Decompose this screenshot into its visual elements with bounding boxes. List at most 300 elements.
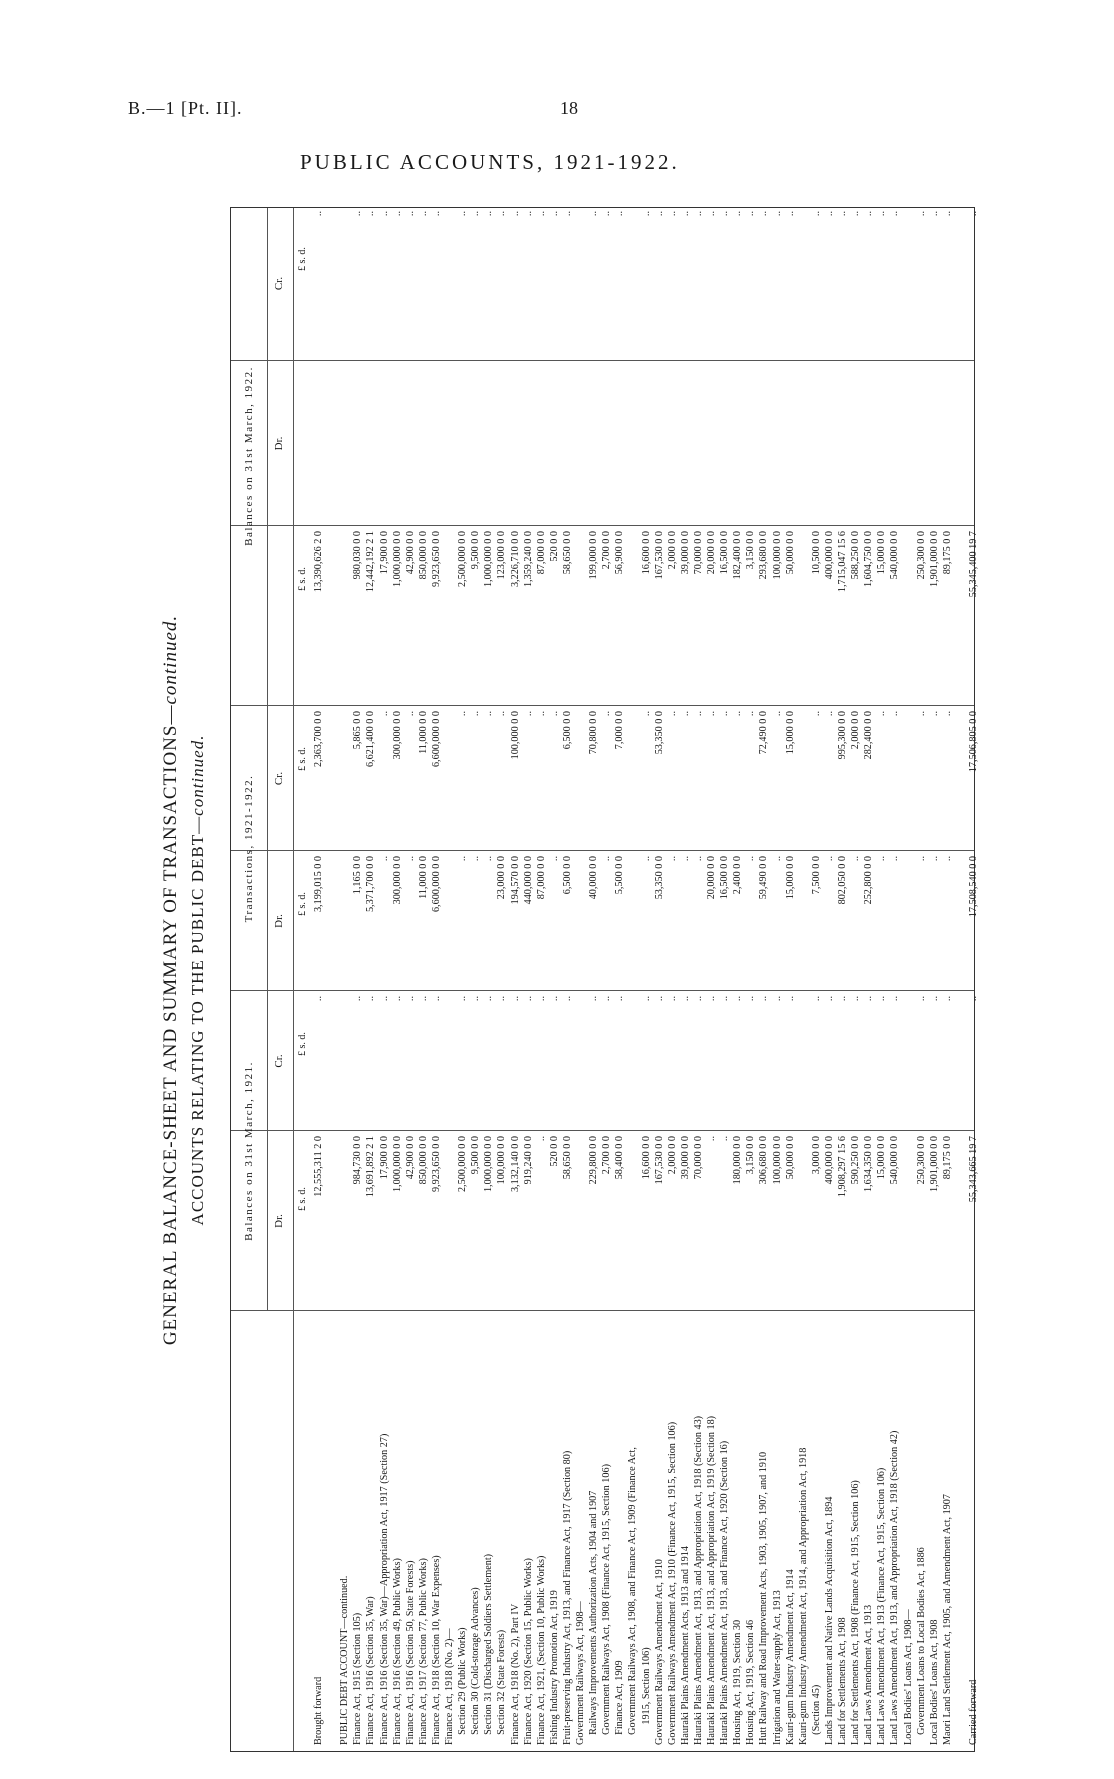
table-cell-b21c: ..	[837, 996, 848, 1002]
lsd-header: £ s. d.	[297, 567, 308, 591]
col-header-cr: Cr.	[273, 1054, 285, 1068]
table-cell-tcr: 5,865 0 0	[352, 711, 364, 750]
table-cell-b22	[955, 531, 966, 706]
table-cell-tdr: ..	[850, 856, 862, 862]
col-header-dr: Dr.	[273, 914, 285, 928]
table-cell-b22c: ..	[692, 211, 704, 217]
table-cell-tdr: 7,500 0 0	[810, 856, 822, 895]
table-row-description: Finance Act, 1920 (Section 15, Public Works)	[522, 1558, 534, 1745]
table-cell-b21: 1,908,297 15 6	[837, 1136, 848, 1198]
table-cell-tcr: 6,621,400 0 0	[365, 711, 377, 768]
table-cell-b22c: ..	[719, 211, 731, 217]
table-cell-tdr: ..	[601, 856, 613, 862]
table-cell-b21: 2,700 0 0	[601, 1136, 613, 1175]
table-cell-b21: 229,800 0 0	[588, 1136, 600, 1185]
table-cell-b22c: ..	[889, 211, 901, 217]
table-cell-tcr: 72,490 0 0	[758, 711, 770, 755]
table-cell-tdr: 2,400 0 0	[732, 856, 744, 895]
table-cell-b22c: ..	[823, 211, 835, 217]
table-cell-b21	[798, 1136, 809, 1311]
table-cell-b21: 89,175 0 0	[941, 1136, 953, 1180]
table-cell-b22c: ..	[496, 211, 508, 217]
table-row-description: Section 31 (Discharged Soldiers Settlement)	[483, 1553, 495, 1745]
col-divider	[231, 525, 974, 526]
table-cell-b21c: ..	[522, 996, 534, 1002]
rotated-table-frame	[160, 200, 980, 1760]
table-cell-tcr	[903, 711, 914, 851]
table-cell-tdr: 252,800 0 0	[863, 856, 875, 905]
table-cell-b21c: ..	[784, 996, 796, 1002]
table-cell-b21c	[444, 996, 455, 1131]
table-cell-b22c: ..	[391, 211, 403, 217]
table-cell-b21c	[903, 996, 914, 1131]
table-cell-tcr: ..	[679, 711, 691, 717]
table-cell-b22c: ..	[470, 211, 482, 217]
table-cell-b22: 50,000 0 0	[784, 531, 796, 575]
table-cell-b21: 1,000,000 0 0	[483, 1136, 495, 1193]
table-cell-tcr: 7,000 0 0	[614, 711, 626, 750]
table-cell-b22	[627, 531, 638, 706]
table-cell-tcr: ..	[810, 711, 822, 717]
table-cell-tdr: ..	[679, 856, 691, 862]
table-cell-b21c: ..	[391, 996, 403, 1002]
table-cell-tdr: ..	[928, 856, 940, 862]
table-cell-tcr: ..	[522, 711, 534, 717]
table-row-description: Government Railways Amendment Act, 1910	[653, 1559, 665, 1745]
table-cell-b21c: ..	[889, 996, 901, 1002]
table-cell-tcr	[326, 711, 337, 851]
table-cell-b21: 1,901,000 0 0	[928, 1136, 940, 1193]
table-row-description: Brought forward	[313, 1676, 324, 1745]
table-cell-b21: 1,634,350 0 0	[863, 1136, 875, 1193]
table-cell-b21c: ..	[928, 996, 940, 1002]
table-row-description: Hauraki Plains Amendment Act, 1913, and Appropriation Act, 1919 (Section 18)	[706, 1415, 717, 1745]
table-cell-b21: 2,500,000 0 0	[457, 1136, 469, 1193]
table-cell-b21c: ..	[588, 996, 600, 1002]
table-cell-b21	[326, 1136, 337, 1311]
table-cell-b22: 1,000,000 0 0	[391, 531, 403, 588]
table-cell-b21c	[955, 996, 966, 1131]
table-row-description: Finance Act, 1915 (Section 105)	[352, 1612, 364, 1745]
table-cell-b21: ..	[719, 1136, 731, 1142]
table-cell-b22c: ..	[679, 211, 691, 217]
table-cell-b22c: ..	[378, 211, 390, 217]
table-cell-b22c	[955, 211, 966, 361]
table-row-description: Kauri-gum Industry Amendment Act, 1914, and Appropriation Act, 1918	[797, 1447, 809, 1745]
table-cell-tcr: ..	[601, 711, 613, 717]
table-cell-tdr: 15,000 0 0	[784, 856, 796, 900]
table-cell-tcr	[339, 711, 350, 851]
table-row-description: Land Laws Amendment Act, 1913	[863, 1604, 875, 1745]
table-cell-tcr	[627, 711, 638, 851]
table-cell-b22c: ..	[535, 211, 547, 217]
table-cell-b21c: ..	[470, 996, 482, 1002]
table-cell-tdr: ..	[470, 856, 482, 862]
table-cell-tcr: ..	[732, 711, 744, 717]
table-cell-b21c: ..	[653, 996, 665, 1002]
table-cell-b21: 15,000 0 0	[876, 1136, 888, 1180]
table-cell-b22: 20,000 0 0	[706, 531, 717, 575]
table-cell-tcr: 11,000 0 0	[417, 711, 429, 754]
table-cell-b22c	[627, 211, 638, 361]
table-cell-b21	[575, 1136, 586, 1311]
table-cell-tcr	[444, 711, 455, 851]
table-cell-b21: 12,555,311 2 0	[313, 1136, 324, 1197]
table-cell-b21c	[627, 996, 638, 1131]
col-header-dr: Dr.	[273, 1214, 285, 1228]
table-cell-b22: 293,680 0 0	[758, 531, 770, 580]
table-cell-b21c: ..	[692, 996, 704, 1002]
table-cell-tdr: 300,000 0 0	[391, 856, 403, 905]
table-cell-tcr: 2,000 0 0	[850, 711, 862, 750]
table-cell-b22c: ..	[850, 211, 862, 217]
table-cell-b21	[627, 1136, 638, 1311]
table-cell-b21c: ..	[404, 996, 416, 1002]
table-cell-tcr: 100,000 0 0	[509, 711, 521, 760]
table-row-description: Finance Act, 1909	[614, 1660, 626, 1745]
table-cell-b22c: ..	[968, 211, 979, 217]
table-cell-tcr: ..	[706, 711, 717, 717]
table-cell-tcr: ..	[941, 711, 953, 717]
table-row-description: PUBLIC DEBT ACCOUNT—continued.	[339, 1575, 351, 1745]
table-row-description: Hauraki Plains Amendment Act, 1913, and Finance Act, 1920 (Section 16)	[719, 1440, 731, 1745]
table-cell-tdr	[627, 856, 638, 991]
header-divider	[293, 208, 294, 1311]
table-cell-b21c: ..	[365, 996, 377, 1002]
table-cell-tcr: 53,350 0 0	[653, 711, 665, 755]
table-cell-b21: 70,000 0 0	[692, 1136, 704, 1180]
table-cell-b22: 9,500 0 0	[470, 531, 482, 570]
table-cell-b22: 980,030 0 0	[352, 531, 364, 580]
table-row-description: Government Railways Act, 1908, and Finance Act, 1909 (Finance Act,	[627, 1447, 639, 1745]
table-cell-b21	[903, 1136, 914, 1311]
table-row-description: Land for Settlements Act, 1908	[837, 1617, 848, 1745]
table-cell-b21c: ..	[457, 996, 469, 1002]
table-cell-b22: 16,600 0 0	[640, 531, 652, 575]
table-cell-tdr	[798, 856, 809, 991]
table-cell-b22c: ..	[561, 211, 573, 217]
table-cell-b21: 306,680 0 0	[758, 1136, 770, 1185]
table-cell-tdr	[444, 856, 455, 991]
header-divider	[293, 1311, 294, 1751]
table-row-description: (Section 45)	[810, 1684, 822, 1745]
table-cell-b21: 58,650 0 0	[561, 1136, 573, 1180]
table-cell-b21: 58,400 0 0	[614, 1136, 626, 1180]
table-title-line1	[160, 200, 188, 1760]
table-cell-b21: 3,132,140 0 0	[509, 1136, 521, 1193]
table-cell-b21c: ..	[640, 996, 652, 1002]
table-cell-b21c: ..	[863, 996, 875, 1002]
table-cell-b21: 167,530 0 0	[653, 1136, 665, 1185]
table-cell-b22: 100,000 0 0	[771, 531, 783, 580]
table-cell-tdr: ..	[666, 856, 678, 862]
table-cell-b22c: ..	[745, 211, 757, 217]
table-cell-b22	[798, 531, 809, 706]
table-title-line2-text: ACCOUNTS RELATING TO THE PUBLIC DEBT—	[188, 815, 207, 1226]
table-cell-b22: 182,400 0 0	[732, 531, 744, 580]
table-cell-tcr: ..	[470, 711, 482, 717]
table-cell-tdr: 16,500 0 0	[719, 856, 731, 900]
page-series-label: B.—1 [Pt. II].	[128, 98, 243, 118]
table-cell-b21: 3,150 0 0	[745, 1136, 757, 1175]
table-cell-b22c: ..	[771, 211, 783, 217]
table-cell-b22: 2,700 0 0	[601, 531, 613, 570]
table-cell-b22c: ..	[653, 211, 665, 217]
col-header-cr: Cr.	[273, 771, 285, 786]
table-cell-b21c: ..	[745, 996, 757, 1002]
table-cell-b22	[339, 531, 350, 706]
table-cell-b22c	[444, 211, 455, 361]
table-cell-b22: 123,000 0 0	[496, 531, 508, 580]
table-cell-b22c: ..	[365, 211, 377, 217]
table-cell-b22: 39,000 0 0	[679, 531, 691, 575]
table-cell-b21c: ..	[758, 996, 770, 1002]
table-cell-b22: 1,359,240 0 0	[522, 531, 534, 588]
table-cell-tcr: 300,000 0 0	[391, 711, 403, 760]
table-cell-b21: 850,000 0 0	[417, 1136, 429, 1185]
table-cell-b21: 520 0 0	[548, 1136, 560, 1167]
table-cell-b21: 16,600 0 0	[640, 1136, 652, 1180]
table-cell-tdr: 440,000 0 0	[522, 856, 534, 905]
table-cell-b22c: ..	[941, 211, 953, 217]
table-cell-b21c: ..	[313, 996, 324, 1002]
table-cell-b22: 250,300 0 0	[915, 531, 927, 580]
table-cell-b21c	[798, 996, 809, 1131]
table-cell-b22: 42,900 0 0	[404, 531, 416, 575]
table-cell-b21c: ..	[483, 996, 495, 1002]
table-row-description: Hauraki Plains Amendment Act, 1913, and Appropriation Act, 1918 (Section 43)	[692, 1415, 704, 1745]
table-cell-b22c: ..	[352, 211, 364, 217]
table-row-description: Hauraki Plains Amendment Acts, 1913 and 1914	[679, 1546, 691, 1745]
table-row-description: Fishing Industry Promotion Act, 1919	[548, 1590, 560, 1745]
col-header-dr: Dr.	[273, 436, 285, 451]
table-row-description: Finance Act, 1918 (Section 10, War Expenses)	[430, 1555, 442, 1745]
table-cell-b22c: ..	[640, 211, 652, 217]
table-cell-tdr: 6,600,000 0 0	[430, 856, 442, 913]
table-row-description: Finance Act, 1917 (Section 77, Public Works)	[417, 1558, 429, 1745]
table-cell-b22c: ..	[313, 211, 324, 217]
table-cell-tcr: ..	[535, 711, 547, 717]
table-cell-tdr: ..	[941, 856, 953, 862]
page-title: PUBLIC ACCOUNTS, 1921-1922.	[300, 150, 680, 174]
table-cell-b21c: ..	[548, 996, 560, 1002]
table-row-description: Local Bodies' Loans Act, 1908—	[902, 1609, 914, 1745]
table-cell-b21: 50,000 0 0	[784, 1136, 796, 1180]
table-cell-tcr: ..	[889, 711, 901, 717]
table-title-line2-italic: continued.	[188, 734, 207, 816]
table-cell-tcr: 70,800 0 0	[588, 711, 600, 755]
table-cell-tdr: 17,508,540 0 0	[968, 856, 979, 918]
table-cell-b21: 100,000 0 0	[496, 1136, 508, 1185]
table-row-description: Carried forward	[968, 1679, 979, 1745]
table-cell-b21: 984,730 0 0	[352, 1136, 364, 1185]
table-cell-tdr: ..	[457, 856, 469, 862]
table-cell-b21	[444, 1136, 455, 1311]
table-cell-b21c	[339, 996, 350, 1131]
table-cell-b21c: ..	[732, 996, 744, 1002]
table-cell-b22c: ..	[509, 211, 521, 217]
lsd-header: £ s. d.	[297, 1032, 308, 1056]
table-row-description: Section 29 (Public Works)	[457, 1627, 469, 1745]
table-cell-tdr: 40,000 0 0	[588, 856, 600, 900]
table-cell-b21: 400,000 0 0	[823, 1136, 835, 1185]
table-row-description: Irrigation and Water-supply Act, 1913	[771, 1590, 783, 1745]
table-cell-b22c: ..	[876, 211, 888, 217]
table-cell-b22c: ..	[417, 211, 429, 217]
table-cell-tcr: ..	[928, 711, 940, 717]
table-cell-b21: 2,000 0 0	[666, 1136, 678, 1175]
table-row-description: Land Laws Amendment Act, 1913, and Appropriation Act, 1918 (Section 42)	[889, 1430, 901, 1745]
table-cell-b21c: ..	[535, 996, 547, 1002]
table-cell-b22: 89,175 0 0	[941, 531, 953, 575]
table-cell-b22c: ..	[666, 211, 678, 217]
table-cell-tdr	[575, 856, 586, 991]
table-cell-tdr: ..	[404, 856, 416, 862]
table-row-description: 1915, Section 106)	[640, 1647, 652, 1745]
table-cell-b22c: ..	[601, 211, 613, 217]
table-cell-b21c: ..	[561, 996, 573, 1002]
table-cell-tcr: 995,300 0 0	[837, 711, 848, 760]
table-cell-b21: 540,000 0 0	[889, 1136, 901, 1185]
table-cell-tdr: 194,570 0 0	[509, 856, 521, 905]
table-cell-b22	[326, 531, 337, 706]
table-row-description: Finance Act, 1916 (Section 35, War)	[365, 1596, 377, 1745]
table-cell-b21: ..	[535, 1136, 547, 1142]
lsd-header: £ s. d.	[297, 247, 308, 271]
table-cell-tcr: ..	[640, 711, 652, 717]
table-row-description: Kauri-gum Industry Amendment Act, 1914	[784, 1569, 796, 1745]
table-cell-tdr: 87,000 0 0	[535, 856, 547, 900]
table-cell-tdr: ..	[823, 856, 835, 862]
table-cell-b21: ..	[706, 1136, 717, 1142]
table-cell-b22c: ..	[548, 211, 560, 217]
table-row-description	[326, 1315, 337, 1745]
table-cell-b22c: ..	[457, 211, 469, 217]
table-cell-b22: 15,000 0 0	[876, 531, 888, 575]
table-cell-tdr: 5,371,700 0 0	[365, 856, 377, 913]
table-cell-b22	[575, 531, 586, 706]
table-row-description: Finance Act, 1921, (Section 10, Public Works)	[535, 1555, 547, 1745]
table-cell-b22: 9,923,650 0 0	[430, 531, 442, 588]
table-cell-tdr: ..	[692, 856, 704, 862]
table-row-description: Housing Act, 1919, Section 30	[732, 1619, 744, 1745]
table-cell-b22c: ..	[522, 211, 534, 217]
table-cell-b22c: ..	[404, 211, 416, 217]
table-cell-tdr	[955, 856, 966, 991]
table-cell-b21: 919,240 0 0	[522, 1136, 534, 1185]
table-cell-b22: 87,000 0 0	[535, 531, 547, 575]
table-cell-tdr: ..	[640, 856, 652, 862]
table-cell-tcr: ..	[876, 711, 888, 717]
table-cell-b22c	[575, 211, 586, 361]
table-cell-b21: 42,900 0 0	[404, 1136, 416, 1180]
table-cell-b21c: ..	[601, 996, 613, 1002]
table-cell-tdr: ..	[378, 856, 390, 862]
table-cell-b22: 10,500 0 0	[810, 531, 822, 575]
table-cell-tdr: 802,050 0 0	[837, 856, 848, 905]
table-cell-b22c: ..	[614, 211, 626, 217]
table-cell-tcr: 6,500 0 0	[561, 711, 573, 750]
table-cell-tcr: ..	[719, 711, 731, 717]
table-cell-tcr	[575, 711, 586, 851]
table-row-description: Land Laws Amendment Act, 1913 (Finance Act, 1915, Section 106)	[876, 1467, 888, 1745]
table-cell-b22: 56,900 0 0	[614, 531, 626, 575]
lsd-header: £ s. d.	[297, 747, 308, 771]
table-cell-b21c: ..	[850, 996, 862, 1002]
table-row-description: Government Railways Act, 1908—	[575, 1601, 586, 1745]
table-cell-tcr: ..	[548, 711, 560, 717]
table-cell-b21: 590,250 0 0	[850, 1136, 862, 1185]
table-row-description: Maori Land Settlement Act, 1905, and Amendment Act, 1907	[941, 1494, 953, 1745]
table-cell-b21c: ..	[430, 996, 442, 1002]
table-cell-b21c: ..	[509, 996, 521, 1002]
table-cell-b22: 1,715,047 15 6	[837, 531, 848, 593]
table-cell-b22	[903, 531, 914, 706]
table-cell-tcr: ..	[771, 711, 783, 717]
table-row-description: Government Loans to Local Bodies Act, 1886	[915, 1547, 927, 1745]
table-cell-b22: 3,226,710 0 0	[509, 531, 521, 588]
table-cell-b22c: ..	[915, 211, 927, 217]
table-title-line2	[188, 200, 214, 1760]
table-cell-b21c: ..	[706, 996, 717, 1002]
lsd-header: £ s. d.	[297, 1187, 308, 1211]
table-cell-tcr: ..	[745, 711, 757, 717]
table-cell-tcr: ..	[692, 711, 704, 717]
table-cell-b21: 17,900 0 0	[378, 1136, 390, 1180]
table-row-description: Government Railways Amendment Act, 1910 (Finance Act, 1915, Section 106)	[666, 1421, 678, 1745]
table-cell-b22: 540,000 0 0	[889, 531, 901, 580]
table-cell-b22: 1,604,750 0 0	[863, 531, 875, 588]
table-cell-tcr: 15,000 0 0	[784, 711, 796, 755]
table-cell-tdr: 5,500 0 0	[614, 856, 626, 895]
table-cell-tdr: ..	[548, 856, 560, 862]
table-cell-b22: 2,500,000 0 0	[457, 531, 469, 588]
table-cell-b21c: ..	[915, 996, 927, 1002]
table-cell-b22c: ..	[732, 211, 744, 217]
table-cell-tcr: 282,400 0 0	[863, 711, 875, 760]
table-cell-b22c: ..	[810, 211, 822, 217]
table-cell-b21c	[326, 996, 337, 1131]
group-header-transactions: Transactions, 1921-1922.	[243, 774, 255, 923]
table-cell-b21c: ..	[496, 996, 508, 1002]
table-row-description: Finance Act, 1918 (No. 2), Part IV	[509, 1603, 521, 1745]
table-cell-b22	[444, 531, 455, 706]
table-cell-tdr: 53,350 0 0	[653, 856, 665, 900]
table-title-line1-italic: continued.	[160, 614, 181, 705]
table-cell-b22: 12,442,192 2 1	[365, 531, 377, 593]
table-cell-tdr: 23,000 0 0	[496, 856, 508, 900]
table-cell-b22c: ..	[784, 211, 796, 217]
table-cell-b21c: ..	[876, 996, 888, 1002]
table-row-description: Land for Settlements Act, 1908 (Finance Act, 1915, Section 106)	[850, 1480, 862, 1745]
table-row-description: Lands Improvement and Native Lands Acquisition Act, 1894	[823, 1496, 835, 1745]
table-cell-b22c	[903, 211, 914, 361]
table-cell-b22: 850,000 0 0	[417, 531, 429, 580]
table-cell-b22c: ..	[837, 211, 848, 217]
table-cell-b21c: ..	[810, 996, 822, 1002]
table-cell-tdr: ..	[771, 856, 783, 862]
table-cell-b21: 55,343,665 19 7	[968, 1136, 979, 1203]
table-row-description: Finance Act, 1916 (Section 49, Public Works)	[391, 1558, 403, 1745]
table-row-description: Housing Act, 1919, Section 46	[745, 1619, 757, 1745]
table-row-description: Railways Improvements Authorization Acts, 1904 and 1907	[588, 1490, 600, 1745]
table-cell-tcr: ..	[823, 711, 835, 717]
table-cell-b22c	[326, 211, 337, 361]
table-cell-tcr: ..	[378, 711, 390, 717]
table-cell-tcr: ..	[457, 711, 469, 717]
table-cell-b21: 1,000,000 0 0	[391, 1136, 403, 1193]
table-cell-b22: 17,900 0 0	[378, 531, 390, 575]
